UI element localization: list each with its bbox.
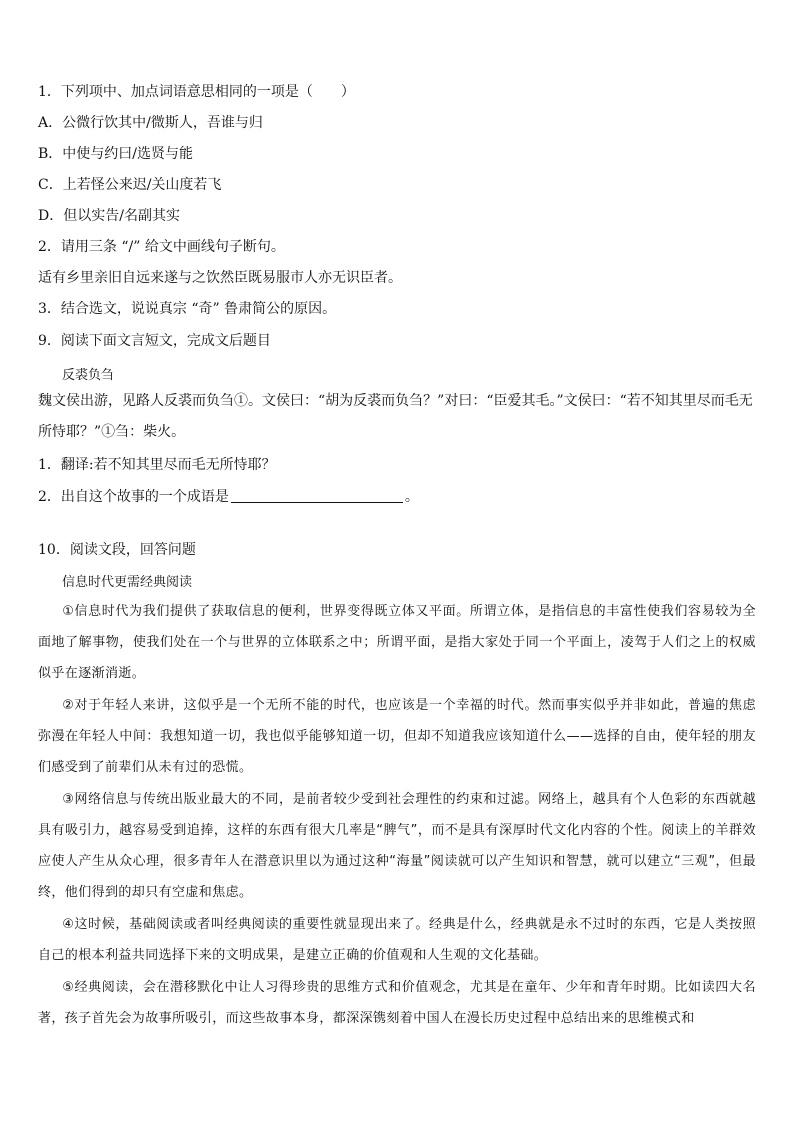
q9-sub2-prompt: 2．出自这个故事的一个成语是: [38, 489, 229, 505]
q9-heading: 9．阅读下面文言短文，完成文后题目: [38, 333, 271, 349]
q10-heading: 10．阅读文段，回答问题: [38, 542, 196, 558]
q9-text: 魏文侯出游，见路人反裘而负刍①。文侯曰：“胡为反裘而负刍？”对曰：“臣爱其毛。”文侯曰：“若不知其里尽而毛无所恃耶？”①刍：柴火。: [38, 393, 753, 440]
q1-stem: 1．下列项中、加点词语意思相同的一项是（ ）: [38, 84, 355, 100]
q1-option-a: A．公微行饮其中/微斯人，吾谁与归: [38, 115, 263, 131]
q10-paragraph-2: ②对于年轻人来讲，这似乎是一个无所不能的时代，也应该是一个幸福的时代。然而事实似乎并非如此，普遍的焦虑弥漫在年轻人中间：我想知道一切，我也似乎能够知道一切，但却不知道我应该知道什么——选择的自由，使年轻的朋友们感受到了前辈们从未有过的恐慌。: [38, 698, 756, 775]
q3-stem: 3．结合选文，说说真宗 “奇” 鲁肃简公的原因。: [38, 301, 337, 317]
q10-paragraph-3: ③网络信息与传统出版业最大的不同，是前者较少受到社会理性的约束和过滤。网络上，越具有个人色彩的东西就越具有吸引力，越容易受到追捧，这样的东西有很大几率是“脾气”，而不是具有深厚时代文化内容的个性。阅读上的羊群效应使人产生从众心理，很多青年人在潜意识里以为通过这种“海量”阅读就可以产生知识和智慧，就可以建立“三观”，但最终，他们得到的却只有空虚和焦虑。: [38, 792, 756, 900]
q9-sub2-end: 。: [404, 489, 419, 505]
q9-title: 反裘负刍: [62, 368, 115, 383]
q2-stem: 2．请用三条 “/” 给文中画线句子断句。: [38, 239, 285, 255]
q10-title: 信息时代更需经典阅读: [62, 575, 193, 590]
q1-option-d: D．但以实告/名副其实: [38, 208, 180, 224]
q9-sub2: [38, 487, 419, 507]
q9-sub1: 1．翻译:若不知其里尽而毛无所恃耶？: [38, 457, 276, 473]
q1-option-c: C．上若怪公来迟/关山度若飞: [38, 177, 222, 193]
q10-paragraph-1: ①信息时代为我们提供了获取信息的便利，世界变得既立体又平面。所谓立体，是指信息的丰富性使我们容易较为全面地了解事物，使我们处在一个与世界的立体联系之中；所谓平面，是指大家处于同一个平面上，凌驾于人们之上的权威似乎在逐渐消逝。: [38, 604, 756, 681]
q1-option-b: B．中使与约曰/选贤与能: [38, 146, 194, 162]
q10-paragraph-5: ⑤经典阅读，会在潜移默化中让人习得珍贵的思维方式和价值观念，尤其是在童年、少年和青年时期。比如读四大名著，孩子首先会为故事所吸引，而这些故事本身，都深深镌刻着中国人在漫长历史过程中总结出来的思维模式和: [38, 980, 756, 1026]
answer-blank[interactable]: [231, 488, 403, 503]
q2-sentence: 适有乡里亲旧自远来遂与之饮然臣既易服市人亦无识臣者。: [38, 270, 402, 286]
q10-paragraph-4: ④这时候，基础阅读或者叫经典阅读的重要性就显现出来了。经典是什么，经典就是永不过时的东西，它是人类按照自己的根本利益共同选择下来的文明成果，是建立正确的价值观和人生观的文化基础。: [38, 917, 756, 963]
